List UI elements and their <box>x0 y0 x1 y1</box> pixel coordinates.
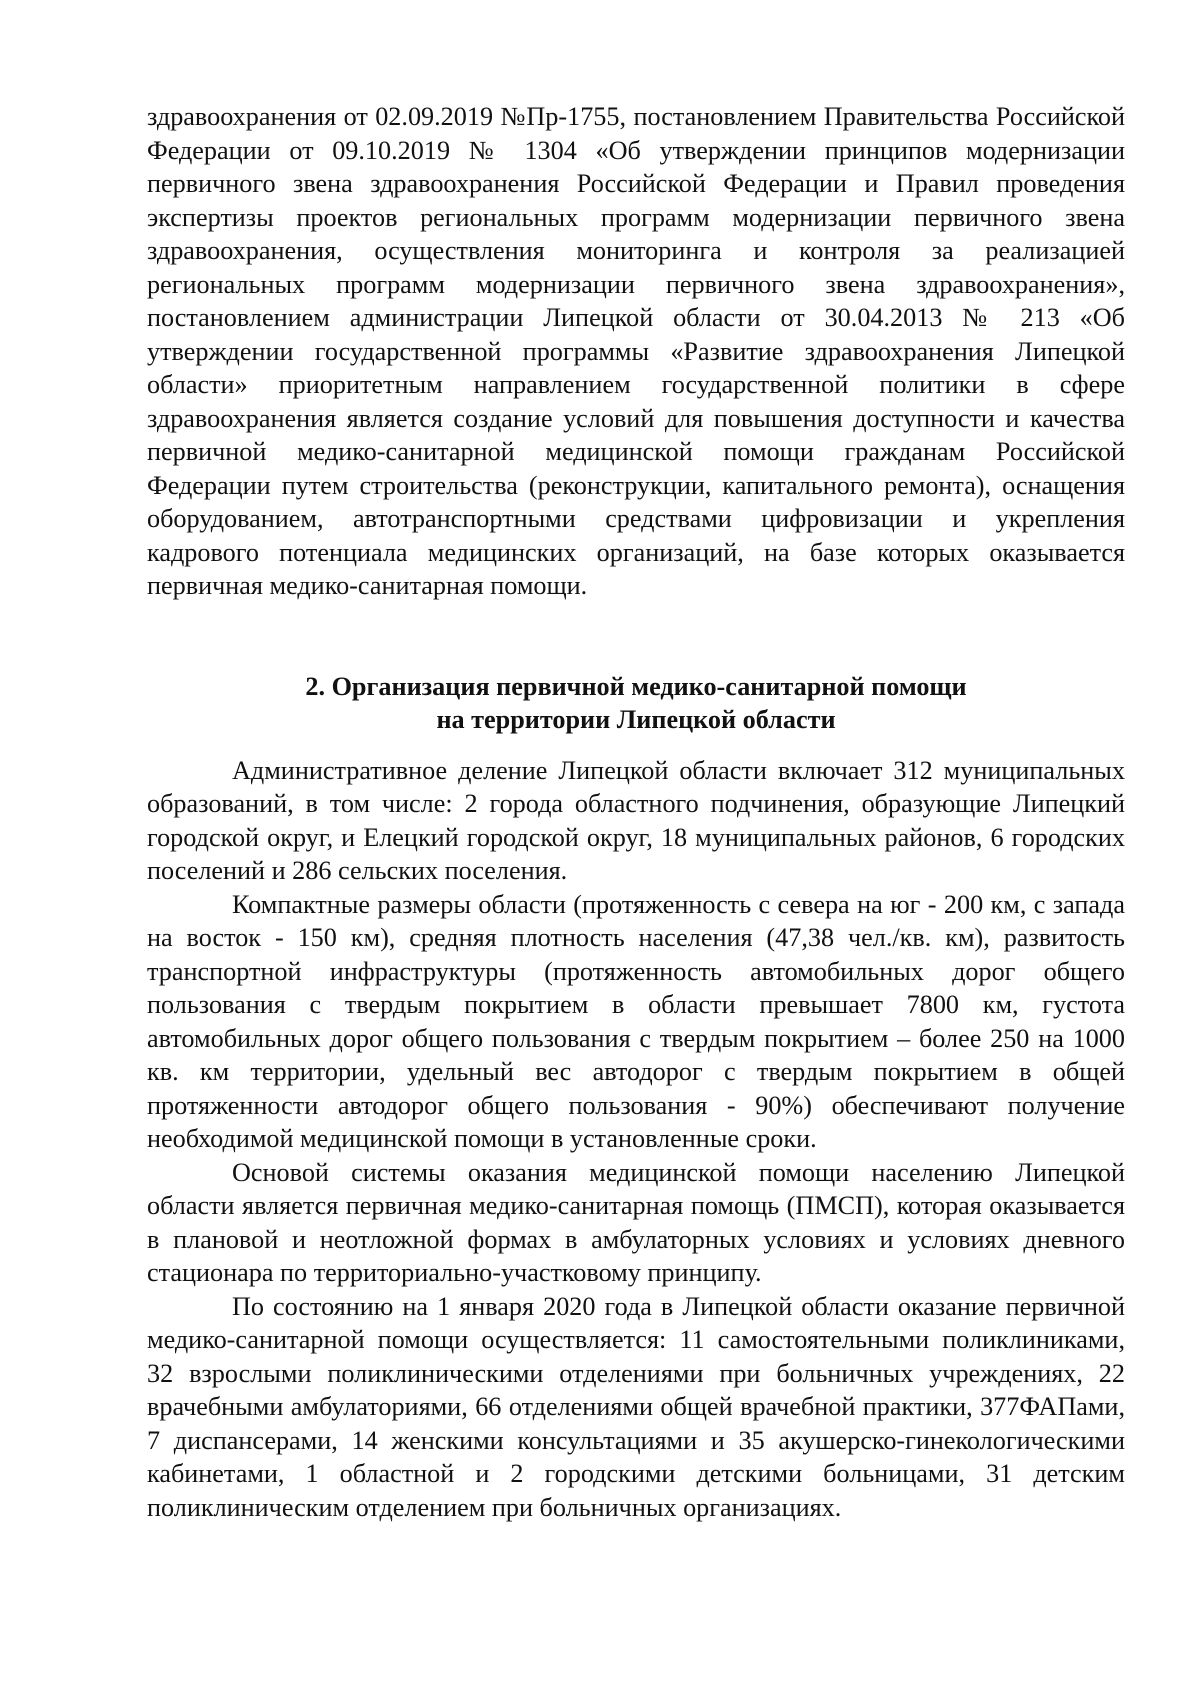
paragraph-administrative-division: Административное деление Липецкой области включает 312 муниципальных образований, в том числе: 2 города областного подчинения, образующие Липецкий городской округ, и Елецкий городской округ, 18 муниципальных районов, 6 городских поселений и 286 сельских поселения. <box>147 755 1125 885</box>
paragraph-region-size: Компактные размеры области (протяженность с севера на юг - 200 км, с запада на восток - 150 км), средняя плотность населения (47,38 чел./кв. км), развитость транспортной инфраструктуры (протяженность автомобильных дорог общего пользования с твердым покрытием в области превышает 7800 км, густота автомобильных дорог общего пользования с твердым покрытием – более 250 на 1000 кв. км территории, удельный вес автодорог с твердым покрытием в общей протяженности автодорог общего пользования - 90%) обеспечивают получение необходимой медицинской помощи в установленные сроки. <box>147 889 1125 1153</box>
paragraph-facilities-count: По состоянию на 1 января 2020 года в Липецкой области оказание первичной медико-санитарной помощи осуществляется: 11 самостоятельными поликлиниками, 32 взрослыми поликлиническими отделениями при больничных учреждениях, 22 врачебными амбулаториями, 66 отделениями общей врачебной практики, 377ФАПами, 7 диспансерами, 14 женскими консультациями и 35 акушерско-гинекологическими кабинетами, 1 областной и 2 городскими детскими больницами, 31 детским поликлиническим отделением при больничных организациях. <box>147 1291 1125 1522</box>
section-heading <box>147 670 1125 737</box>
section-heading-line-1: 2. Организация первичной медико-санитарной помощи <box>305 671 967 701</box>
section-heading-line-2: на территории Липецкой области <box>436 705 836 734</box>
paragraph-primary-care-basis: Основой системы оказания медицинской помощи населению Липецкой области является первичная медико-санитарная помощь (ПМСП), которая оказывается в плановой и неотложной формах в амбулаторных условиях и условиях дневного стационара по территориально-участковому принципу. <box>147 1157 1125 1287</box>
intro-paragraph: здравоохранения от 02.09.2019 №Пр-1755, постановлением Правительства Российской Федерации от 09.10.2019 № 1304 «Об утверждении принципов модернизации первичного звена здравоохранения Российской Федерации и Правил проведения экспертизы проектов региональных программ модернизации первичного звена здравоохранения, осуществления мониторинга и контроля за реализацией региональных программ модернизации первичного звена здравоохранения», постановлением администрации Липецкой области от 30.04.2013 № 213 «Об утверждении государственной программы «Развитие здравоохранения Липецкой области» приоритетным направлением государственной политики в сфере здравоохранения является создание условий для повышения доступности и качества первичной медико-санитарной медицинской помощи гражданам Российской Федерации путем строительства (реконструкции, капитального ремонта), оснащения оборудованием, автотранспортными средствами цифровизации и укрепления кадрового потенциала медицинских организаций, на базе которых оказывается первичная медико-санитарная помощи. <box>147 102 1125 600</box>
document-body <box>147 100 1125 1524</box>
